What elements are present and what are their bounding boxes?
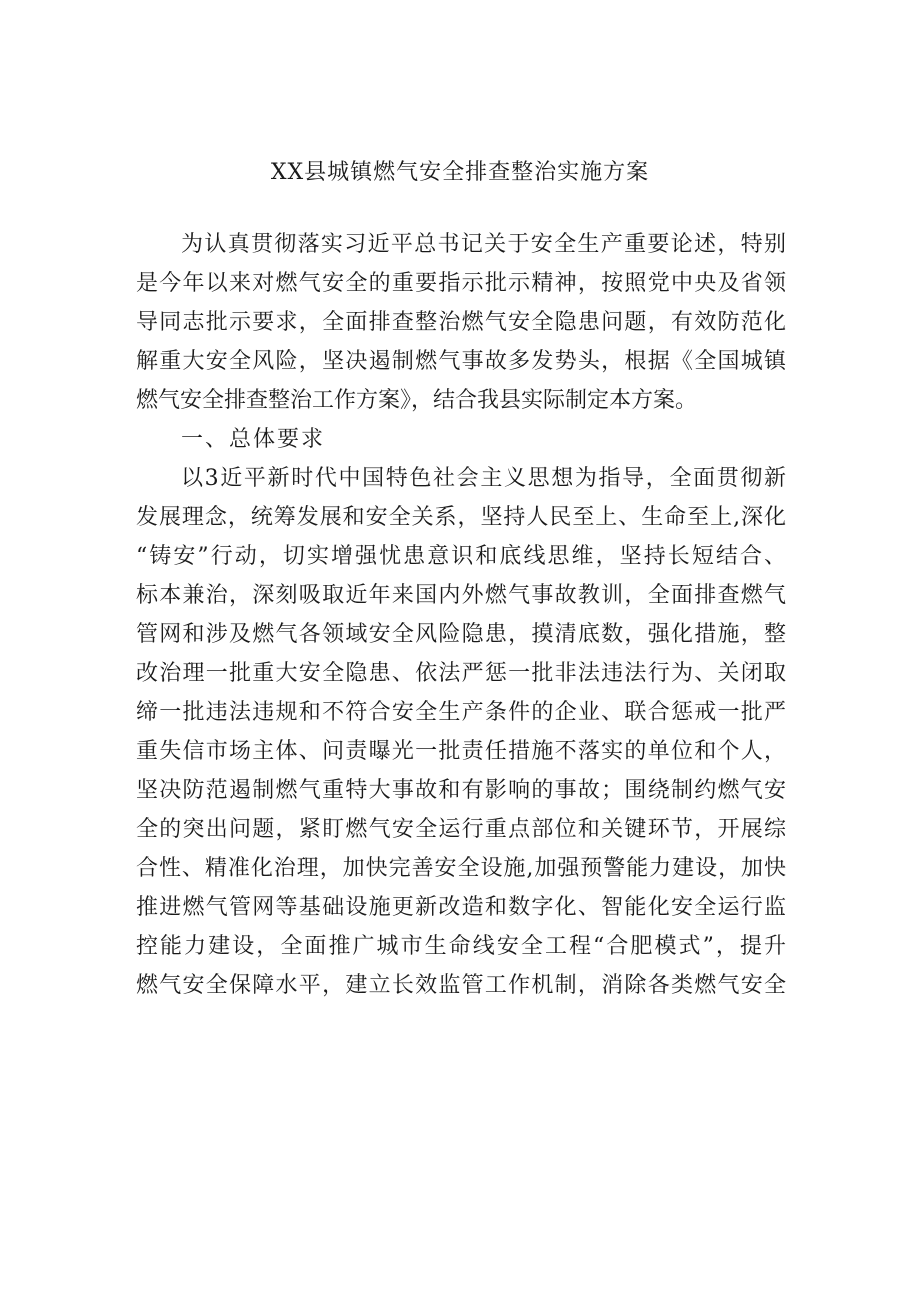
body-line-7: 缔一批违法违规和不符合安全生产条件的企业、联合惩戒一批严 [136,700,786,725]
body-line-13: 控能力建设，全面推广城市生命线安全工程“合肥模式”，提升 [136,934,786,959]
body-line-1: 以3近平新时代中国特色社会主义思想为指导，全面贯彻新 [181,466,786,491]
intro-line-3: 导同志批示要求，全面排查整治燃气安全隐患问题，有效防范化 [136,310,786,335]
intro-line-1: 为认真贯彻落实习近平总书记关于安全生产重要论述，特别 [181,232,786,257]
document-title: XX县城镇燃气安全排查整治实施方案 [270,160,650,185]
intro-line-4: 解重大安全风险，坚决遏制燃气事故多发势头，根据《全国城镇 [136,349,786,374]
body-line-10: 全的突出问题，紧盯燃气安全运行重点部位和关键环节，开展综 [136,817,786,842]
body-line-6: 改治理一批重大安全隐患、依法严惩一批非法违法行为、关闭取 [136,661,786,686]
body-line-8: 重失信市场主体、问责曝光一批责任措施不落实的单位和个人， [136,739,786,764]
body-line-14: 燃气安全保障水平，建立长效监管工作机制，消除各类燃气安全 [136,973,786,998]
intro-line-2: 是今年以来对燃气安全的重要指示批示精神，按照党中央及省领 [136,271,786,296]
intro-line-5: 燃气安全排查整治工作方案》，结合我县实际制定本方案。 [136,388,698,413]
body-line-2: 发展理念，统筹发展和安全关系，坚持人民至上、生命至上,深化 [136,505,786,530]
body-line-5: 管网和涉及燃气各领域安全风险隐患，摸清底数，强化措施，整 [136,622,786,647]
body-line-11: 合性、精准化治理，加快完善安全设施,加强预警能力建设，加快 [136,856,786,881]
body-line-4: 标本兼治，深刻吸取近年来国内外燃气事故教训，全面排查燃气 [136,583,786,608]
body-line-9: 坚决防范遏制燃气重特大事故和有影响的事故；围绕制约燃气安 [136,778,786,803]
section-heading-general-requirements: 一、总体要求 [181,427,326,452]
body-line-12: 推进燃气管网等基础设施更新改造和数字化、智能化安全运行监 [136,895,786,920]
body-line-3: “铸安”行动，切实增强忧患意识和底线思维，坚持长短结合、 [136,544,786,569]
